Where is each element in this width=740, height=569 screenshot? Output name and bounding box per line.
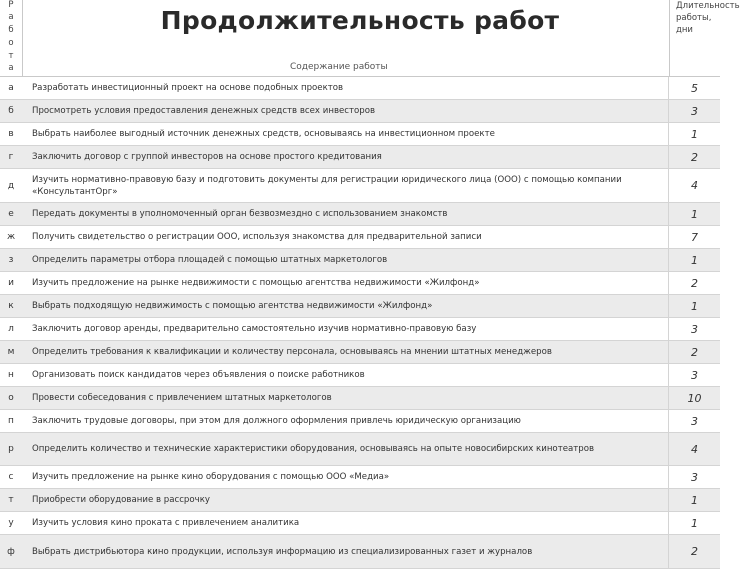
task-duration: 2 <box>668 272 720 294</box>
task-description: Изучить условия кино проката с привлечением аналитика <box>32 518 300 528</box>
task-code: г <box>8 152 14 162</box>
task-code: н <box>8 370 14 380</box>
code-column-header <box>0 0 23 76</box>
task-code: м <box>7 347 15 357</box>
task-duration: 4 <box>668 433 720 465</box>
content-column-header: Содержание работы <box>290 62 388 72</box>
task-code: з <box>8 255 14 265</box>
task-duration: 3 <box>668 100 720 122</box>
task-description: Выбрать подходящую недвижимость с помощью агентства недвижимости «Жилфонд» <box>32 301 433 311</box>
table-row <box>0 318 720 341</box>
task-duration: 1 <box>668 489 720 511</box>
task-description: Изучить предложение на рынке недвижимости с помощью агентства недвижимости «Жилфонд» <box>32 278 480 288</box>
table-row <box>0 341 720 364</box>
table-header <box>0 0 740 77</box>
task-duration: 3 <box>668 318 720 340</box>
task-description: Определить параметры отбора площадей с помощью штатных маркетологов <box>32 255 388 265</box>
task-duration: 3 <box>668 364 720 386</box>
task-code: к <box>8 301 14 311</box>
task-description: Получить свидетельство о регистрации ООО, используя знакомства для предварительной записи <box>32 232 482 242</box>
task-description: Изучить нормативно-правовую базу и подготовить документы для регистрации юридического лица (ООО) с помощью компании «КонсультантОрг» <box>32 174 622 197</box>
task-description: Изучить предложение на рынке кино оборудования с помощью ООО «Медиа» <box>32 472 390 482</box>
task-description: Заключить договор аренды, предварительно самостоятельно изучив нормативно-правовую базу <box>32 324 477 334</box>
task-code: о <box>8 393 14 403</box>
table-row <box>0 146 720 169</box>
code-header-letter: а <box>8 63 14 73</box>
table-row <box>0 249 720 272</box>
duration-column-header <box>669 0 740 76</box>
task-duration: 3 <box>668 466 720 488</box>
table-row <box>0 466 720 489</box>
table-row <box>0 203 720 226</box>
task-description: Заключить трудовые договоры, при этом для должного оформления привлечь юридическую организацию <box>32 416 521 426</box>
code-header-letter: а <box>8 12 14 22</box>
task-code: и <box>8 278 14 288</box>
table-row <box>0 410 720 433</box>
code-header-letter: о <box>8 38 14 48</box>
task-code: е <box>8 209 14 219</box>
task-table-body <box>0 77 720 569</box>
task-description: Заключить договор с группой инвесторов на основе простого кредитования <box>32 152 382 162</box>
task-code: л <box>8 324 14 334</box>
task-description: Провести собеседования с привлечением штатных маркетологов <box>32 393 332 403</box>
task-duration: 2 <box>668 535 720 568</box>
table-row <box>0 387 720 410</box>
duration-column-label: Длительность работы, дни <box>676 1 740 35</box>
task-description: Организовать поиск кандидатов через объявления о поиске работников <box>32 370 365 380</box>
code-header-letter: Р <box>8 0 14 10</box>
task-duration: 1 <box>668 203 720 225</box>
code-header-letter: б <box>8 25 14 35</box>
table-row <box>0 433 720 466</box>
table-row <box>0 123 720 146</box>
task-code: ф <box>7 546 15 557</box>
table-row <box>0 535 720 569</box>
task-code: б <box>8 106 14 116</box>
table-row <box>0 169 720 203</box>
task-description: Приобрести оборудование в рассрочку <box>32 495 210 505</box>
task-duration: 10 <box>668 387 720 409</box>
task-code: у <box>8 518 14 528</box>
task-duration: 2 <box>668 146 720 168</box>
table-row <box>0 100 720 123</box>
code-header-letter: т <box>8 51 14 61</box>
task-code: ж <box>6 232 16 242</box>
table-row <box>0 364 720 387</box>
task-duration: 1 <box>668 249 720 271</box>
task-code: д <box>7 180 15 191</box>
task-duration: 4 <box>668 169 720 202</box>
table-row <box>0 512 720 535</box>
task-description: Передать документы в уполномоченный орган безвозмездно с использованием знакомств <box>32 209 448 219</box>
task-code: с <box>8 472 14 482</box>
task-description: Разработать инвестиционный проект на основе подобных проектов <box>32 83 344 93</box>
table-row <box>0 489 720 512</box>
task-code: т <box>8 495 14 505</box>
task-duration: 1 <box>668 123 720 145</box>
task-code: р <box>8 444 14 454</box>
table-row <box>0 272 720 295</box>
task-description: Выбрать дистрибьютора кино продукции, используя информацию из специализированных газет и журналов <box>32 546 533 557</box>
table-row <box>0 77 720 100</box>
table-row <box>0 226 720 249</box>
task-duration: 1 <box>668 295 720 317</box>
table-row <box>0 295 720 318</box>
page-title: Продолжительность работ <box>160 6 560 35</box>
task-code: в <box>8 129 14 139</box>
task-description: Определить требования к квалификации и количеству персонала, основываясь на мнении штатных менеджеров <box>32 347 552 357</box>
task-duration: 1 <box>668 512 720 534</box>
task-code: а <box>8 83 14 93</box>
task-description: Выбрать наиболее выгодный источник денежных средств, основываясь на инвестиционном проекте <box>32 129 495 139</box>
task-description: Определить количество и технические характеристики оборудования, основываясь на опыте новосибирских кинотеатров <box>32 444 595 454</box>
task-duration: 2 <box>668 341 720 363</box>
task-duration: 3 <box>668 410 720 432</box>
task-description: Просмотреть условия предоставления денежных средств всех инвесторов <box>32 106 376 116</box>
task-duration: 5 <box>668 77 720 99</box>
task-duration: 7 <box>668 226 720 248</box>
task-code: п <box>8 416 14 426</box>
